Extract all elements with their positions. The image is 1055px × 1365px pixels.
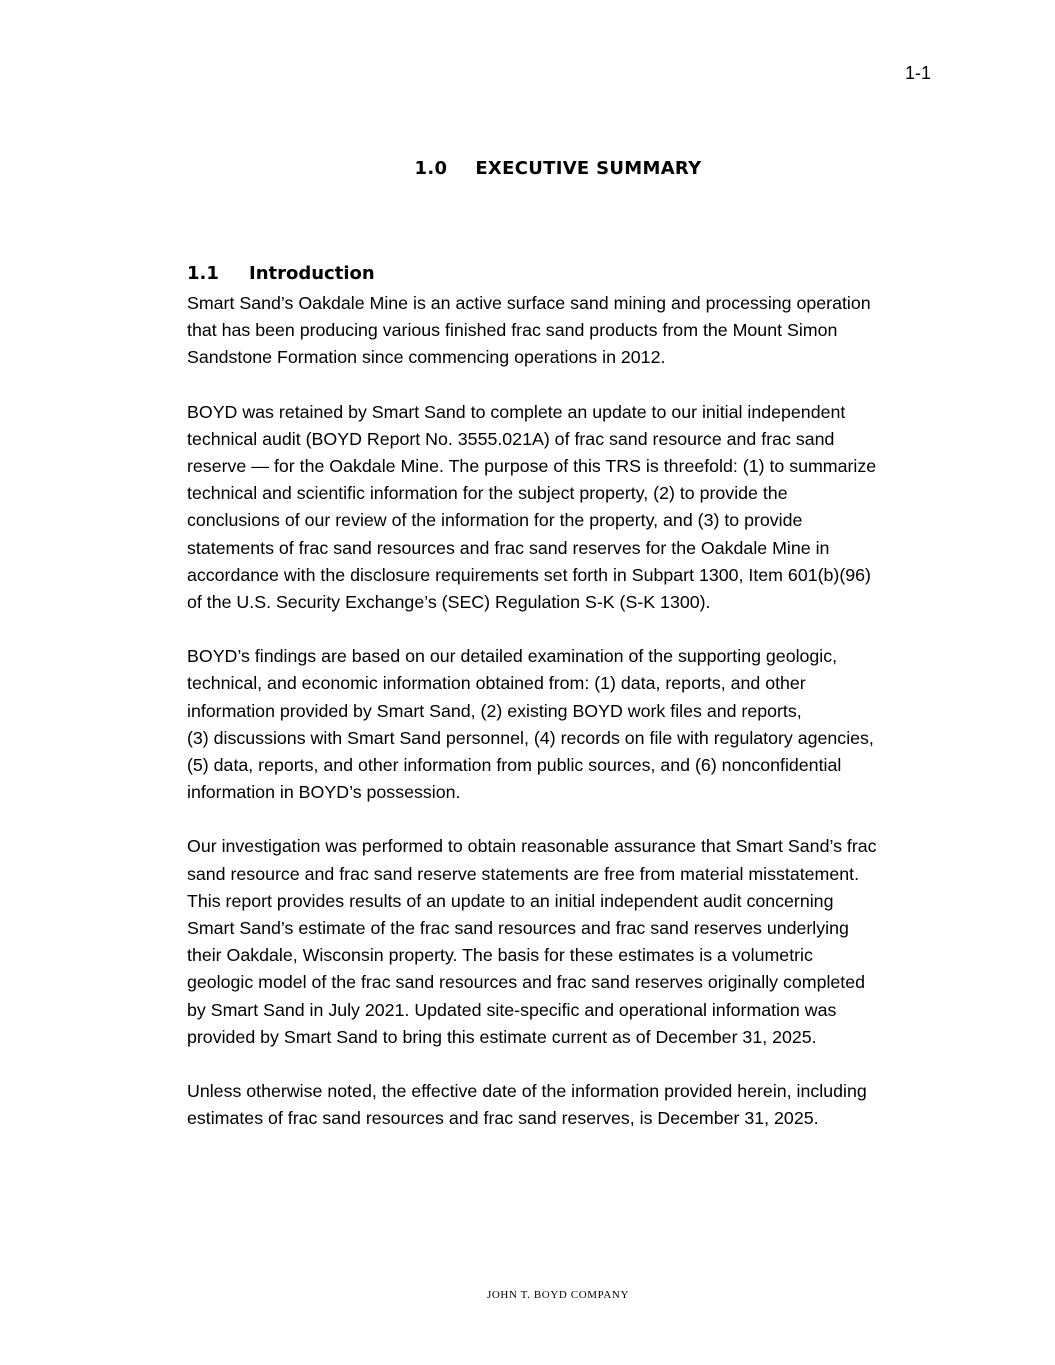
text-line: Smart Sand’s Oakdale Mine is an active surface sand mining and processing operation xyxy=(187,293,871,313)
text-line: technical audit (BOYD Report No. 3555.021A) of frac sand resource and frac sand xyxy=(187,428,835,449)
paragraph-findings xyxy=(187,643,931,806)
paragraph-intro xyxy=(187,290,931,372)
section-number: 1.0 xyxy=(414,158,448,179)
text-line: of the U.S. Security Exchange’s (SEC) Regulation S-K (S-K 1300). xyxy=(187,592,711,613)
text-line: information in BOYD’s possession. xyxy=(187,782,461,803)
text-line: technical, and economic information obtained from: (1) data, reports, and other xyxy=(187,673,806,694)
company-footer: JOHN T. BOYD COMPANY xyxy=(487,1289,629,1301)
paragraph-investigation xyxy=(187,833,931,1051)
subsection-title: Introduction xyxy=(249,263,375,284)
text-line: conclusions of our review of the information for the property, and (3) to provide xyxy=(187,510,803,531)
text-line: BOYD’s findings are based on our detailed examination of the supporting geologic, xyxy=(187,646,838,667)
text-line: estimates of frac sand resources and frac sand reserves, is December 31, 2025. xyxy=(187,1108,819,1129)
paragraph-purpose xyxy=(187,399,931,617)
text-line: accordance with the disclosure requirements set forth in Subpart 1300, Item 601(b)(96) xyxy=(187,564,871,585)
text-line: reserve — for the Oakdale Mine. The purpose of this TRS is threefold: (1) to summarize xyxy=(187,456,877,477)
text-line: sand resource and frac sand reserve statements are free from material misstatement. xyxy=(187,863,860,884)
text-line: that has been producing various finished frac sand products from the Mount Simon xyxy=(187,320,838,341)
section-title-text: EXECUTIVE SUMMARY xyxy=(475,158,702,179)
text-line: Smart Sand’s estimate of the frac sand resources and frac sand reserves underlying xyxy=(187,918,849,939)
text-line: by Smart Sand in July 2021. Updated site-specific and operational information was xyxy=(187,999,837,1020)
subsection-number: 1.1 xyxy=(187,263,219,284)
text-line: (3) discussions with Smart Sand personnel, (4) records on file with regulatory agencies, xyxy=(187,727,874,748)
page-number: 1-1 xyxy=(904,63,931,83)
paragraph-effective-date xyxy=(187,1078,931,1132)
text-line: (5) data, reports, and other information from public sources, and (6) nonconfidential xyxy=(187,755,842,776)
text-line: Sandstone Formation since commencing operations in 2012. xyxy=(187,347,666,368)
text-line: technical and scientific information for the subject property, (2) to provide the xyxy=(187,483,788,504)
text-line: BOYD was retained by Smart Sand to complete an update to our initial independent xyxy=(187,401,846,422)
text-line: provided by Smart Sand to bring this estimate current as of December 31, 2025. xyxy=(187,1026,817,1047)
subsection-heading xyxy=(187,263,375,285)
text-line: statements of frac sand resources and frac sand reserves for the Oakdale Mine in xyxy=(187,537,830,558)
body-text xyxy=(187,290,931,1159)
section-title xyxy=(0,158,1055,180)
text-line: This report provides results of an update to an initial independent audit concerning xyxy=(187,890,834,911)
text-line: information provided by Smart Sand, (2) existing BOYD work files and reports, xyxy=(187,700,802,721)
text-line: their Oakdale, Wisconsin property. The basis for these estimates is a volumetric xyxy=(187,945,813,966)
text-line: Our investigation was performed to obtain reasonable assurance that Smart Sand’s frac xyxy=(187,836,877,857)
text-line: Unless otherwise noted, the effective date of the information provided herein, including xyxy=(187,1081,867,1102)
text-line: geologic model of the frac sand resources and frac sand reserves originally completed xyxy=(187,972,866,993)
